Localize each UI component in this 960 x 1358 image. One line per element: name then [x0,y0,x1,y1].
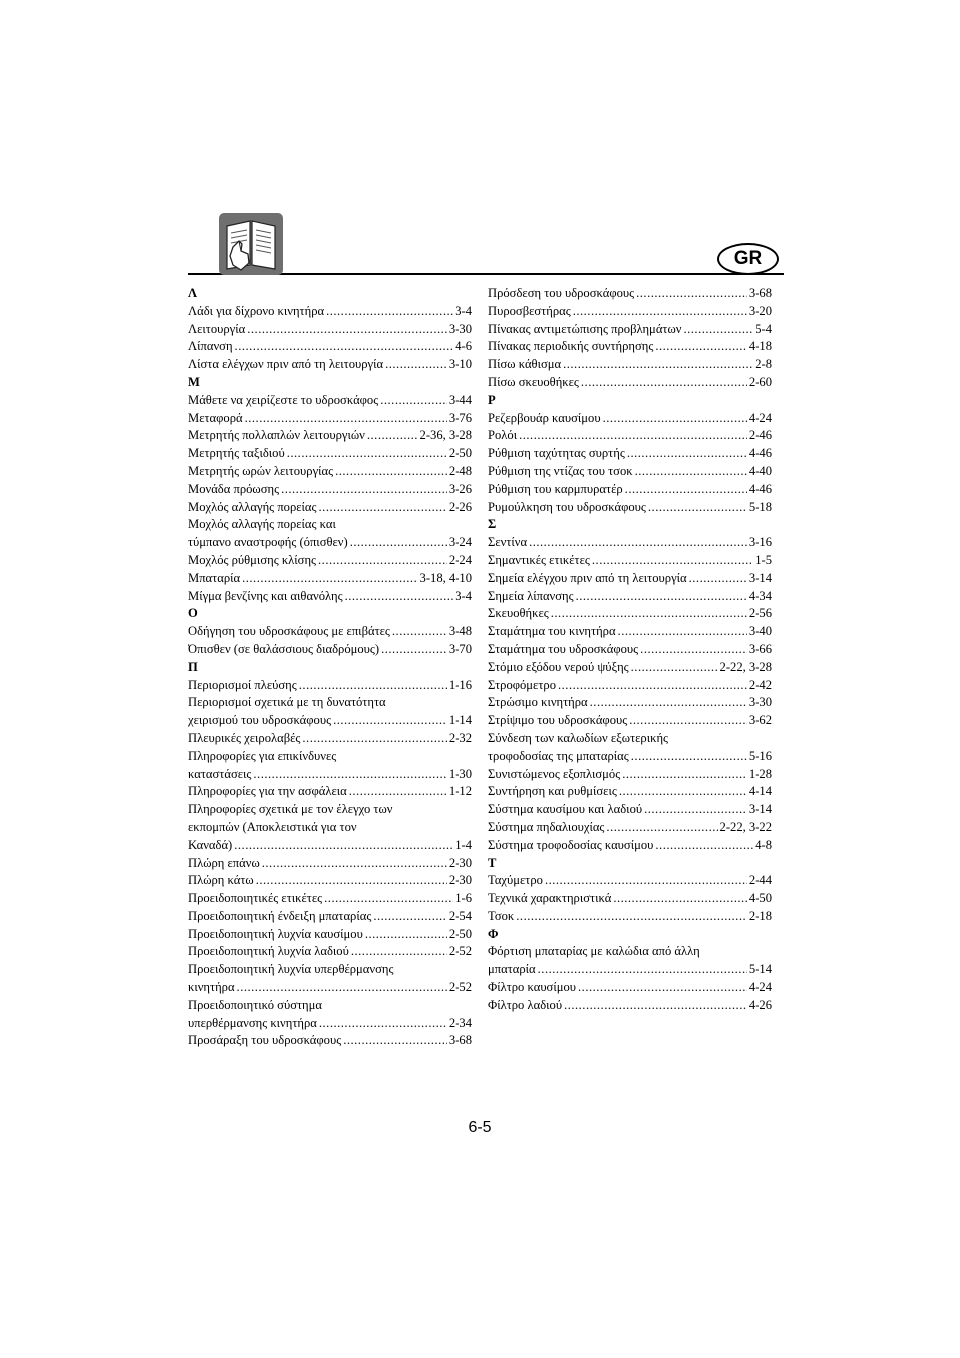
index-entry [488,641,772,659]
index-entry-continued-line: Προειδοποιητικό σύστημα [188,997,322,1012]
dot-leader [392,623,447,641]
dot-leader [629,712,747,730]
index-entry-title: Ρυμούλκηση του υδροσκάφους [488,499,646,514]
dot-leader [385,356,447,374]
index-entry-title: Φίλτρο λαδιού [488,997,563,1012]
index-entry-page-ref: 3-44 [448,392,472,407]
index-entry-title: Πίσω σκευοθήκες [488,374,579,389]
index-entry-page-ref: 4-50 [748,891,772,906]
dot-leader [345,588,454,606]
index-entry-title: Τεχνικά χαρακτηριστικά [488,891,612,906]
dot-leader [350,534,447,552]
index-entry-title: Πίσω κάθισμα [488,357,562,372]
index-entry-page-ref: 3-10 [448,357,472,372]
dot-leader [365,926,447,944]
index-letter-heading: Ρ [488,392,496,407]
index-entry-page-ref: 3-20 [748,303,772,318]
dot-leader [619,783,747,801]
index-entry-page-ref: 4-26 [748,997,772,1012]
dot-leader [631,748,747,766]
index-entry-page-ref: 1-5 [755,552,772,567]
dot-leader [235,338,454,356]
index-entry-page-ref: 5-18 [748,499,772,514]
index-entry-page-ref: 4-24 [748,410,772,425]
index-entry-page-ref: 3-62 [748,713,772,728]
index-entry-title: Πλευρικές χειρολαβές [188,730,301,745]
index-entry-title: Σταμάτημα του κινητήρα [488,624,616,639]
index-entry-page-ref: 3-24 [448,535,472,550]
dot-leader [576,588,747,606]
index-entry-title: Συνιστώμενος εξοπλισμός [488,766,621,781]
index-entry-title: Μοχλός αλλαγής πορείας [188,499,317,514]
index-entry [488,321,772,339]
index-entry [188,552,472,570]
index-entry-title: Πλώρη επάνω [188,855,260,870]
index-entry [188,356,472,374]
index-entry-page-ref: 4-6 [455,339,472,354]
index-entry-page-ref: 5-16 [748,748,772,763]
index-entry-page-ref: 3-4 [455,303,472,318]
dot-leader [281,481,447,499]
index-entry-title: Φίλτρο καυσίμου [488,980,577,995]
index-entry [488,570,772,588]
index-entry-page-ref: 2-50 [448,446,472,461]
index-entry-page-ref: 3-16 [748,535,772,550]
dot-leader [245,410,447,428]
dot-leader [326,303,453,321]
dot-leader [299,677,447,695]
index-entry-page-ref: 4-24 [748,980,772,995]
dot-leader [625,481,747,499]
index-entry-title: Λειτουργία [188,321,246,336]
dot-leader [253,766,447,784]
index-entry-title: Ρολόι [488,428,518,443]
dot-leader [529,534,747,552]
dot-leader [343,1032,447,1050]
dot-leader [683,321,753,339]
dot-leader [516,908,747,926]
index-entry-page-ref: 4-46 [748,446,772,461]
dot-leader [590,694,747,712]
index-entry-page-ref: 2-36, 3-28 [419,428,472,443]
index-entry-title: Ταχύμετρο [488,873,543,888]
index-entry-title: Λίστα ελέγχων πριν από τη λειτουργία [188,357,384,372]
index-entry [188,463,472,481]
index-entry [488,374,772,392]
index-entry [188,1032,472,1050]
index-entry-page-ref: 3-48 [448,624,472,639]
index-entry [188,641,472,659]
index-entry-page-ref: 1-28 [748,766,772,781]
index-entry [188,481,472,499]
index-entry-page-ref: 3-30 [448,321,472,336]
dot-leader [262,855,447,873]
index-entry-page-ref: 3-66 [748,641,772,656]
dot-leader [603,410,747,428]
index-entry [488,427,772,445]
index-entry-page-ref: 4-8 [755,837,772,852]
dot-leader [380,392,447,410]
index-entry-title: Πίνακας περιοδικής συντήρησης [488,339,654,354]
index-entry [488,623,772,641]
index-entry [188,837,472,855]
language-badge: GR [717,243,779,275]
dot-leader [247,321,447,339]
index-entry [188,445,472,463]
dot-leader [622,766,747,784]
index-entry-title: Καναδά) [188,837,233,852]
index-entry [188,1015,472,1033]
index-entry-page-ref: 3-18, 4-10 [419,570,472,585]
dot-leader [648,499,747,517]
index-entry-title: Μάθετε να χειρίζεστε το υδροσκάφος [188,392,379,407]
dot-leader [351,943,447,961]
index-entry [188,321,472,339]
index-entry-page-ref: 1-14 [448,713,472,728]
dot-leader [631,659,718,677]
index-entry-page-ref: 1-30 [448,766,472,781]
index-entry [188,588,472,606]
index-entry-title: Προειδοποιητική ένδειξη μπαταρίας [188,908,372,923]
index-letter-heading: Τ [488,855,497,870]
dot-leader [618,623,747,641]
index-entry-continued-line: Πληροφορίες για επικίνδυνες [188,748,337,763]
dot-leader [538,961,747,979]
index-entry [488,766,772,784]
dot-leader [627,445,747,463]
dot-leader [581,374,747,392]
dot-leader [551,605,747,623]
index-entry-page-ref: 2-30 [448,873,472,888]
index-entry [488,356,772,374]
dot-leader [573,303,747,321]
index-entry-page-ref: 3-14 [748,570,772,585]
index-entry [488,463,772,481]
dot-leader [319,499,447,517]
book-hand-icon [219,213,283,275]
dot-leader [367,427,418,445]
index-entry [488,872,772,890]
index-entry [188,908,472,926]
index-entry [488,694,772,712]
index-entry [188,979,472,997]
index-entry-title: Στρίψιμο του υδροσκάφους [488,713,628,728]
index-entry [488,445,772,463]
index-entry-page-ref: 3-70 [448,641,472,656]
index-entry-title: Όπισθεν (σε θαλάσσιους διαδρόμους) [188,641,380,656]
index-entry-page-ref: 1-6 [455,891,472,906]
index-entry-title: Προσάραξη του υδροσκάφους [188,1033,342,1048]
index-entry-page-ref: 1-12 [448,784,472,799]
index-entry-page-ref: 5-14 [748,962,772,977]
index-entry [188,872,472,890]
index-entry-page-ref: 3-30 [748,695,772,710]
dot-leader [592,552,753,570]
index-entry-page-ref: 2-48 [448,463,472,478]
index-entry-title: τροφοδοσίας της μπαταρίας [488,748,629,763]
index-entry-continued-line: Περιορισμοί σχετικά με τη δυνατότητα [188,695,386,710]
index-entry-page-ref: 3-4 [455,588,472,603]
index-entry-title: Στροφόμετρο [488,677,556,692]
index-entry [488,748,772,766]
index-entry-title: Μίγμα βενζίνης και αιθανόλης [188,588,343,603]
index-entry-continued-line: Πληροφορίες σχετικά με τον έλεγχο των [188,802,393,817]
index-entry-page-ref: 2-52 [448,944,472,959]
index-entry [488,801,772,819]
index-entry-title: Ρύθμιση της ντίζας του τσοκ [488,463,633,478]
index-entry [488,410,772,428]
index-entry-title: Στόμιο εξόδου νερού ψύξης [488,659,629,674]
dot-leader [242,570,417,588]
index-entry-title: Σταμάτημα του υδροσκάφους [488,641,639,656]
index-entry-title: Οδήγηση του υδροσκάφους με επιβάτες [188,624,390,639]
index-entry [488,997,772,1015]
index-entry-page-ref: 3-76 [448,410,472,425]
dot-leader [564,997,747,1015]
index-entry [488,961,772,979]
index-entry [188,730,472,748]
index-entry-title: καταστάσεις [188,766,252,781]
dot-leader [333,712,447,730]
index-letter-heading: Μ [188,374,200,389]
dot-leader [635,463,747,481]
index-entry-continued-line: Φόρτιση μπαταρίας με καλώδια από άλλη [488,944,700,959]
index-entry-page-ref: 2-50 [448,926,472,941]
index-entry-title: Σύστημα καυσίμου και λαδιού [488,802,643,817]
dot-leader [373,908,447,926]
dot-leader [636,285,747,303]
index-entry-title: Συντήρηση και ρυθμίσεις [488,784,617,799]
index-entry-title: Περιορισμοί πλεύσης [188,677,297,692]
dot-leader [558,677,747,695]
index-entry [488,285,772,303]
index-entry-page-ref: 3-68 [448,1033,472,1048]
index-entry-page-ref: 2-18 [748,908,772,923]
index-entry-page-ref: 3-40 [748,624,772,639]
index-entry [488,481,772,499]
index-entry-title: Σημεία ελέγχου πριν από τη λειτουργία [488,570,687,585]
index-entry-title: χειρισμού του υδροσκάφους [188,713,332,728]
index-entry-title: υπερθέρμανσης κινητήρα [188,1015,317,1030]
index-entry [488,819,772,837]
index-letter-heading: Σ [488,517,497,532]
dot-leader [318,552,447,570]
index-entry [188,783,472,801]
index-entry-title: Σύστημα τροφοδοσίας καυσίμου [488,837,654,852]
index-entry [188,534,472,552]
index-entry-page-ref: 2-52 [448,980,472,995]
index-entry-title: Μονάδα πρόωσης [188,481,280,496]
index-entry-page-ref: 4-18 [748,339,772,354]
index-entry [488,979,772,997]
index-entry [188,926,472,944]
index-entry-page-ref: 2-46 [748,428,772,443]
index-entry [488,837,772,855]
index-entry-page-ref: 2-42 [748,677,772,692]
index-entry [488,552,772,570]
index-entry-page-ref: 2-34 [448,1015,472,1030]
index-entry-page-ref: 1-16 [448,677,472,692]
dot-leader [613,890,747,908]
index-column-left [188,285,472,1050]
dot-leader [381,641,447,659]
index-entry [488,605,772,623]
index-entry-title: Λίπανση [188,339,233,354]
index-entry-title: κινητήρα [188,980,235,995]
index-entry [188,427,472,445]
index-entry-page-ref: 2-32 [448,730,472,745]
index-entry-title: Προειδοποιητική λυχνία λαδιού [188,944,349,959]
index-entry-page-ref: 2-60 [748,374,772,389]
dot-leader [563,356,753,374]
index-entry-title: Μετρητής ωρών λειτουργίας [188,463,334,478]
index-entry [188,943,472,961]
index-entry-page-ref: 4-40 [748,463,772,478]
index-entry [488,712,772,730]
index-entry-page-ref: 2-26 [448,499,472,514]
index-entry-title: μπαταρία [488,962,536,977]
dot-leader [545,872,747,890]
index-entry-title: Ρύθμιση του καρμπυρατέρ [488,481,623,496]
index-entry [188,890,472,908]
index-entry-title: Σημεία λίπανσης [488,588,574,603]
index-entry [188,303,472,321]
index-entry [488,588,772,606]
dot-leader [640,641,747,659]
index-entry [488,338,772,356]
index-entry [488,534,772,552]
index-entry-page-ref: 3-68 [748,286,772,300]
index-entry [188,570,472,588]
index-entry-page-ref: 2-8 [755,357,772,372]
index-entry-title: Τσοκ [488,908,515,923]
index-entry-page-ref: 4-14 [748,784,772,799]
index-entry-title: Σκευοθήκες [488,606,549,621]
dot-leader [578,979,747,997]
index-entry [188,677,472,695]
index-entry-continued-line: Σύνδεση των καλωδίων εξωτερικής [488,730,669,745]
dot-leader [349,783,447,801]
index-entry-title: Μετρητής ταξιδιού [188,446,285,461]
dot-leader [234,837,453,855]
index-entry [188,766,472,784]
index-column-right [488,285,772,1015]
index-entry-title: Πληροφορίες για την ασφάλεια [188,784,347,799]
index-entry-title: Προειδοποιητική λυχνία καυσίμου [188,926,363,941]
index-entry [188,855,472,873]
index-entry-title: Λάδι για δίχρονο κινητήρα [188,303,325,318]
dot-leader [655,338,747,356]
index-entry-title: Πρόσδεση του υδροσκάφους [488,286,635,300]
index-entry-page-ref: 2-22, 3-22 [719,819,772,834]
index-letter-heading: Λ [188,286,198,300]
index-entry [488,677,772,695]
index-entry [488,659,772,677]
index-entry-page-ref: 1-4 [455,837,472,852]
index-letter-heading: Φ [488,926,499,941]
index-entry-page-ref: 4-34 [748,588,772,603]
index-entry [488,783,772,801]
dot-leader [335,463,447,481]
index-entry-title: Μετρητής πολλαπλών λειτουργιών [188,428,365,443]
index-entry-title: Προειδοποιητικές ετικέτες [188,891,323,906]
dot-leader [644,801,747,819]
index-entry-page-ref: 4-46 [748,481,772,496]
index-entry-title: Πλώρη κάτω [188,873,254,888]
dot-leader [655,837,753,855]
index-entry [188,712,472,730]
index-entry [488,890,772,908]
dot-leader [519,427,747,445]
index-entry-title: Μπαταρία [188,570,241,585]
index-entry-title: Μεταφορά [188,410,243,425]
dot-leader [256,872,447,890]
index-entry [188,338,472,356]
index-entry-continued-line: εκπομπών (Αποκλειστικά για τον [188,819,357,834]
index-entry-title: τύμπανο αναστροφής (όπισθεν) [188,535,348,550]
dot-leader [324,890,453,908]
dot-leader [302,730,447,748]
index-entry-page-ref: 2-30 [448,855,472,870]
index-entry-title: Πυροσβεστήρας [488,303,571,318]
index-entry-page-ref: 2-22, 3-28 [719,659,772,674]
dot-leader [606,819,717,837]
index-letter-heading: Ο [188,606,198,621]
index-entry-page-ref: 2-56 [748,606,772,621]
dot-leader [319,1015,447,1033]
index-entry-page-ref: 5-4 [755,321,772,336]
index-entry-title: Σημαντικές ετικέτες [488,552,590,567]
dot-leader [287,445,447,463]
index-entry-title: Μοχλός ρύθμισης κλίσης [188,552,317,567]
index-letter-heading: Π [188,659,198,674]
index-entry-page-ref: 3-26 [448,481,472,496]
index-entry-title: Σεντίνα [488,535,528,550]
index-entry-continued-line: Προειδοποιητική λυχνία υπερθέρμανσης [188,962,394,977]
index-entry [188,410,472,428]
index-entry-page-ref: 2-24 [448,552,472,567]
page-number: 6-5 [468,1119,492,1136]
dot-leader [237,979,447,997]
index-entry-title: Στρώσιμο κινητήρα [488,695,588,710]
index-entry-title: Σύστημα πηδαλιουχίας [488,819,605,834]
index-entry-title: Πίνακας αντιμετώπισης προβλημάτων [488,321,682,336]
dot-leader [689,570,747,588]
index-entry-continued-line: Μοχλός αλλαγής πορείας και [188,517,336,532]
index-entry [188,499,472,517]
index-entry-page-ref: 3-14 [748,802,772,817]
index-entry-title: Ρεζερβουάρ καυσίμου [488,410,601,425]
index-entry [188,623,472,641]
index-entry-page-ref: 2-44 [748,873,772,888]
index-entry [488,499,772,517]
index-entry [188,392,472,410]
index-entry [488,303,772,321]
index-entry-page-ref: 2-54 [448,908,472,923]
index-entry [488,908,772,926]
index-entry-title: Ρύθμιση ταχύτητας συρτής [488,446,625,461]
